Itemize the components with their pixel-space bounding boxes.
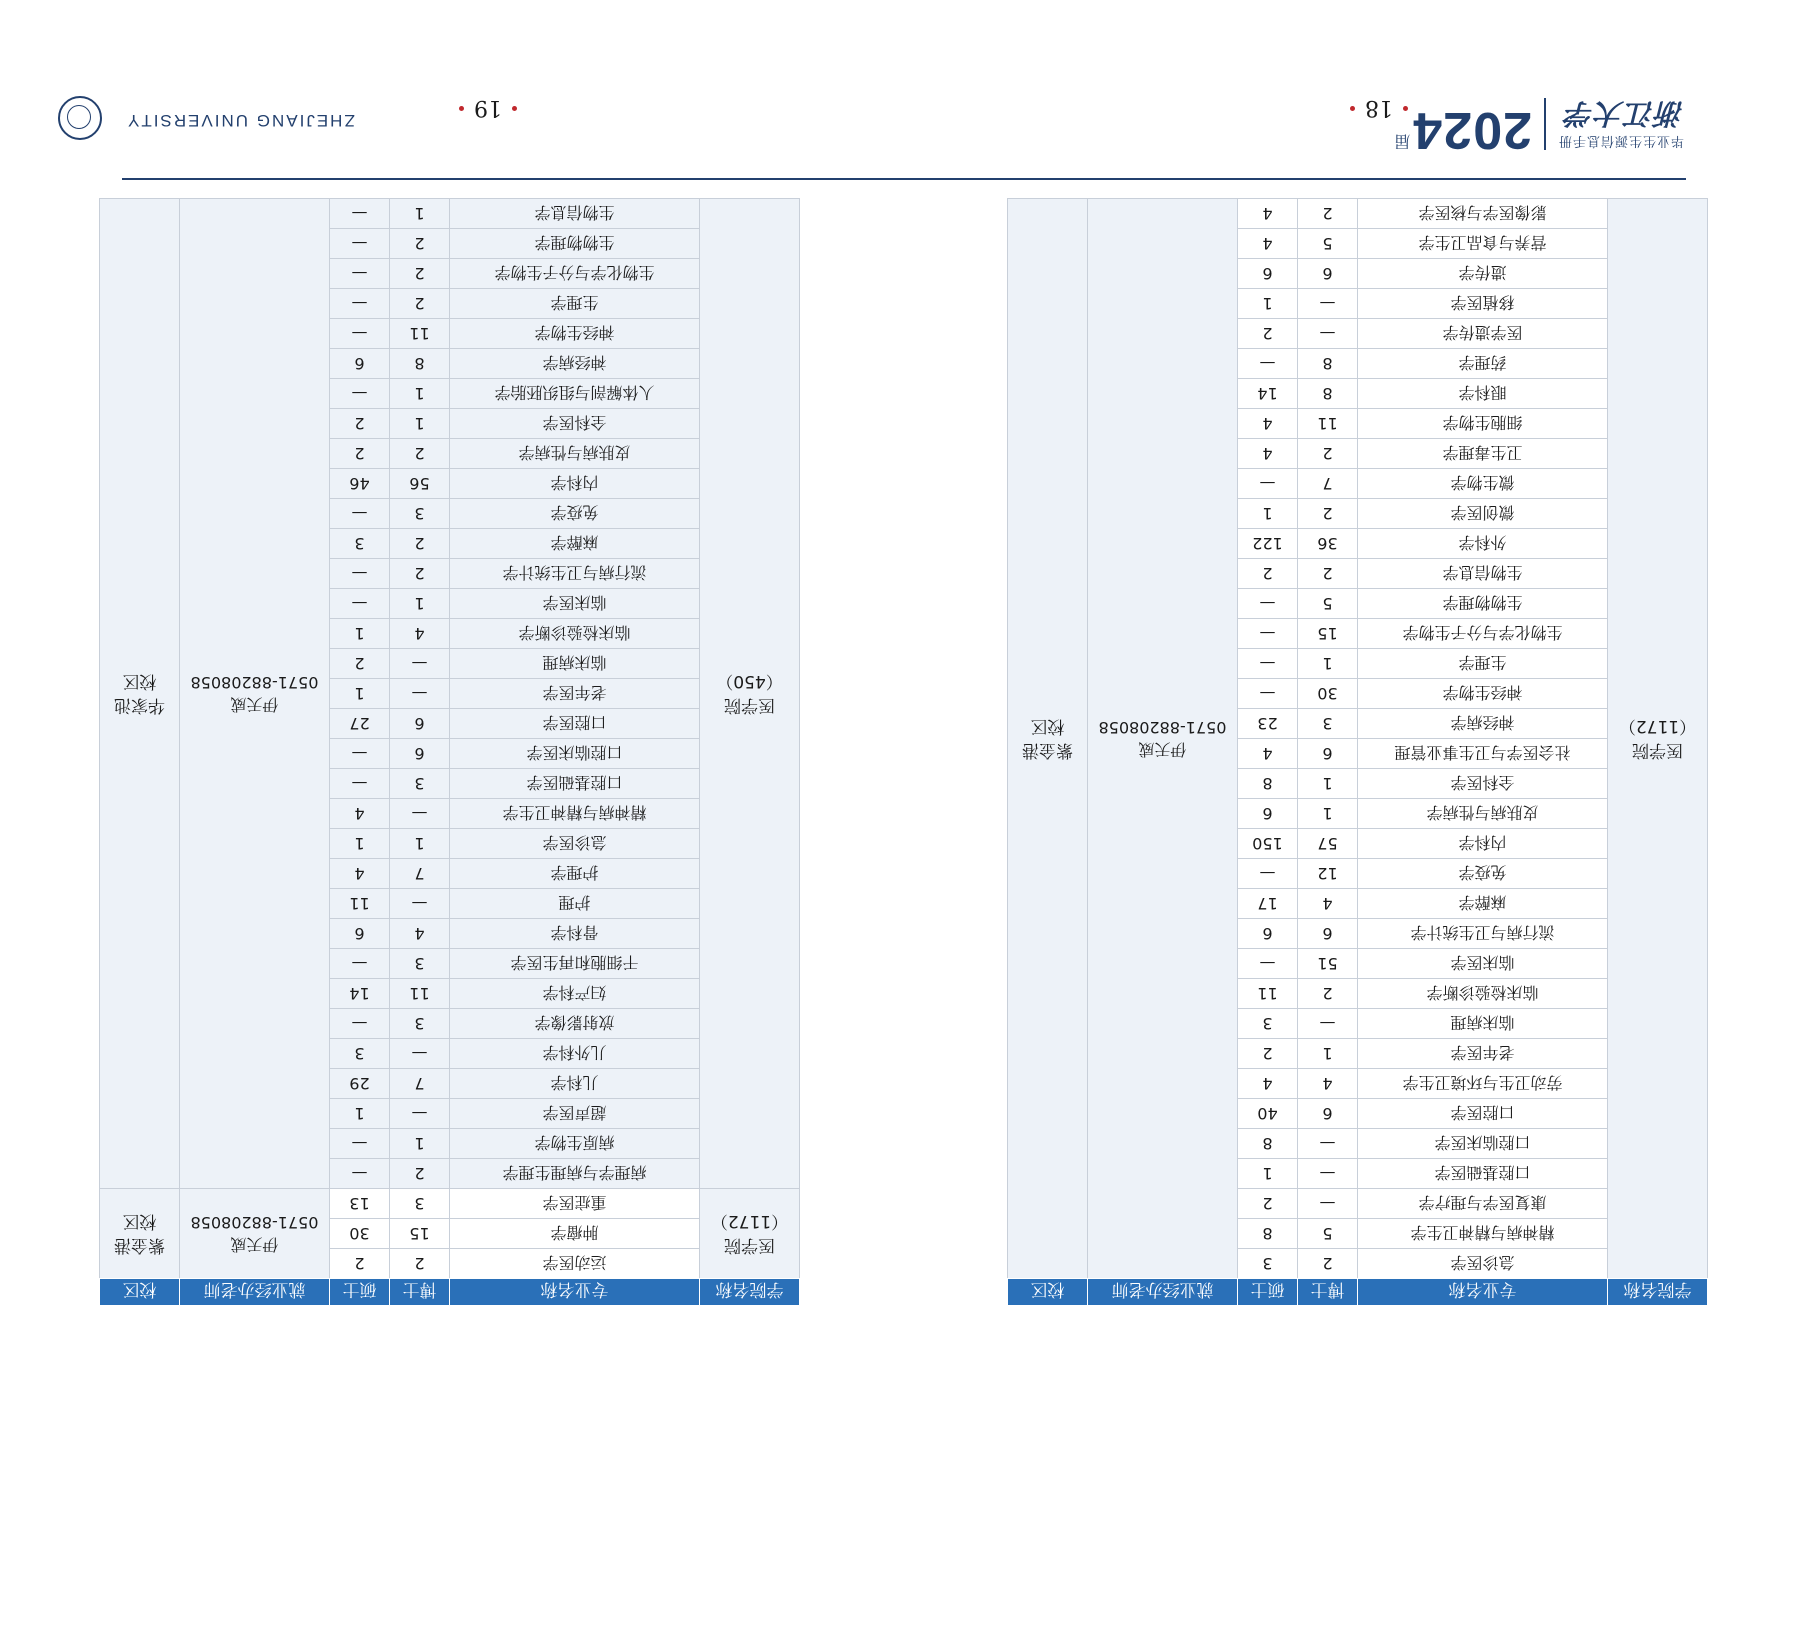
- major-cell: 生物物理学: [450, 229, 700, 259]
- phd-count-cell: —: [1298, 1129, 1358, 1159]
- phd-count-cell: 3: [390, 1009, 450, 1039]
- major-cell: 精神病与精神卫生学: [450, 799, 700, 829]
- phd-count-cell: 4: [390, 919, 450, 949]
- phd-count-cell: 57: [1298, 829, 1358, 859]
- master-count-cell: 1: [1238, 289, 1298, 319]
- major-cell: 人体解剖与组织胚胎学: [450, 379, 700, 409]
- major-cell: 康复医学与理疗学: [1358, 1189, 1608, 1219]
- master-count-cell: —: [330, 379, 390, 409]
- major-cell: 微创医学: [1358, 499, 1608, 529]
- major-cell: 病理学与病理生理学: [450, 1159, 700, 1189]
- phd-count-cell: 2: [1298, 1249, 1358, 1279]
- major-cell: 细胞生物学: [1358, 409, 1608, 439]
- major-cell: 老年医学: [1358, 1039, 1608, 1069]
- phd-count-cell: 2: [390, 559, 450, 589]
- phd-count-cell: 7: [1298, 469, 1358, 499]
- phd-count-cell: 51: [1298, 949, 1358, 979]
- major-cell: 外科学: [1358, 529, 1608, 559]
- major-table-page-19: [99, 198, 800, 1306]
- major-cell: 临床检验诊断学: [1358, 979, 1608, 1009]
- major-cell: 药理学: [1358, 349, 1608, 379]
- header-phd: 博士: [390, 1279, 450, 1306]
- teacher-phone: 0571-88208058: [190, 1213, 319, 1233]
- teacher-cell: [180, 199, 330, 1189]
- phd-count-cell: 1: [390, 589, 450, 619]
- handbook-title: 毕业生生源信息手册: [1557, 133, 1684, 148]
- phd-count-cell: 6: [1298, 919, 1358, 949]
- phd-count-cell: 1: [390, 199, 450, 229]
- university-en-name: ZHEJIANG UNIVERSITY: [126, 111, 355, 130]
- master-count-cell: —: [1238, 349, 1298, 379]
- header-rule: [122, 178, 1686, 180]
- header-major: 专业名称: [1358, 1279, 1608, 1306]
- phd-count-cell: 2: [1298, 199, 1358, 229]
- master-count-cell: 2: [1238, 1039, 1298, 1069]
- master-count-cell: 2: [1238, 559, 1298, 589]
- master-count-cell: —: [330, 589, 390, 619]
- major-cell: 神经病学: [450, 349, 700, 379]
- major-cell: 护理: [450, 889, 700, 919]
- teacher-phone: 0571-88208058: [190, 673, 319, 693]
- campus-cell: [100, 1189, 180, 1279]
- master-count-cell: 29: [330, 1069, 390, 1099]
- master-count-cell: 14: [1238, 379, 1298, 409]
- master-count-cell: 1: [330, 679, 390, 709]
- master-count-cell: 4: [1238, 439, 1298, 469]
- major-cell: 皮肤病与性病学: [450, 439, 700, 469]
- phd-count-cell: 2: [390, 439, 450, 469]
- master-count-cell: 3: [1238, 1009, 1298, 1039]
- phd-count-cell: 1: [1298, 769, 1358, 799]
- major-cell: 社会医学与卫生事业管理: [1358, 739, 1608, 769]
- major-cell: 放射影像学: [450, 1009, 700, 1039]
- campus-suffix: 校区: [1030, 716, 1065, 737]
- master-count-cell: —: [1238, 859, 1298, 889]
- phd-count-cell: 6: [390, 709, 450, 739]
- master-count-cell: 40: [1238, 1099, 1298, 1129]
- master-count-cell: 8: [1238, 1219, 1298, 1249]
- major-cell: 口腔基础医学: [1358, 1159, 1608, 1189]
- major-cell: 医学遗传学: [1358, 319, 1608, 349]
- phd-count-cell: 5: [1298, 589, 1358, 619]
- master-count-cell: 4: [1238, 1069, 1298, 1099]
- phd-count-cell: 1: [1298, 799, 1358, 829]
- master-count-cell: 11: [330, 889, 390, 919]
- college-count: （1172）: [710, 1211, 789, 1232]
- phd-count-cell: 11: [390, 319, 450, 349]
- major-cell: 生物物理学: [1358, 589, 1608, 619]
- major-cell: 神经生物学: [450, 319, 700, 349]
- major-cell: 临床病理: [1358, 1009, 1608, 1039]
- master-count-cell: 6: [330, 919, 390, 949]
- teacher-name: 伊天威: [230, 695, 279, 715]
- header-divider: [1544, 98, 1546, 150]
- phd-count-cell: 2: [390, 229, 450, 259]
- major-cell: 影像医学与核医学: [1358, 199, 1608, 229]
- major-cell: 口腔基础医学: [450, 769, 700, 799]
- major-cell: 免疫学: [450, 499, 700, 529]
- master-count-cell: 2: [1238, 1189, 1298, 1219]
- master-count-cell: 1: [330, 829, 390, 859]
- master-count-cell: 4: [330, 859, 390, 889]
- major-cell: 移植医学: [1358, 289, 1608, 319]
- major-cell: 神经生物学: [1358, 679, 1608, 709]
- university-seal-icon: [58, 96, 102, 140]
- phd-count-cell: 1: [390, 409, 450, 439]
- major-cell: 生物化学与分子生物学: [450, 259, 700, 289]
- phd-count-cell: 4: [1298, 889, 1358, 919]
- phd-count-cell: 3: [390, 1189, 450, 1219]
- major-cell: 神经病学: [1358, 709, 1608, 739]
- master-count-cell: 2: [330, 409, 390, 439]
- major-cell: 老年医学: [450, 679, 700, 709]
- phd-count-cell: 3: [1298, 709, 1358, 739]
- master-count-cell: 4: [1238, 229, 1298, 259]
- major-cell: 运动医学: [450, 1249, 700, 1279]
- major-cell: 劳动卫生与环境卫生学: [1358, 1069, 1608, 1099]
- phd-count-cell: 6: [1298, 1099, 1358, 1129]
- teacher-cell: [1088, 199, 1238, 1279]
- major-cell: 临床医学: [1358, 949, 1608, 979]
- phd-count-cell: 3: [390, 949, 450, 979]
- page-number-right: 19: [449, 95, 527, 120]
- major-cell: 生理学: [1358, 649, 1608, 679]
- master-count-cell: —: [330, 739, 390, 769]
- major-cell: 生理学: [450, 289, 700, 319]
- phd-count-cell: —: [1298, 1159, 1358, 1189]
- master-count-cell: —: [330, 499, 390, 529]
- major-cell: 口腔医学: [450, 709, 700, 739]
- master-count-cell: 4: [1238, 739, 1298, 769]
- year-number: 2024: [1412, 101, 1532, 159]
- master-count-cell: 14: [330, 979, 390, 1009]
- major-cell: 内科学: [450, 469, 700, 499]
- phd-count-cell: 8: [390, 349, 450, 379]
- master-count-cell: 1: [330, 619, 390, 649]
- phd-count-cell: —: [1298, 1189, 1358, 1219]
- table-header-row: [1008, 1279, 1708, 1306]
- major-cell: 临床病理: [450, 649, 700, 679]
- major-cell: 病原生物学: [450, 1129, 700, 1159]
- teacher-name: 伊天威: [230, 1235, 279, 1255]
- master-count-cell: 6: [1238, 259, 1298, 289]
- master-count-cell: 1: [1238, 499, 1298, 529]
- master-count-cell: 1: [330, 1099, 390, 1129]
- campus-cell: [1008, 199, 1088, 1279]
- phd-count-cell: 4: [1298, 1069, 1358, 1099]
- master-count-cell: 2: [330, 649, 390, 679]
- master-count-cell: —: [330, 1009, 390, 1039]
- phd-count-cell: 12: [1298, 859, 1358, 889]
- campus-name: 紫金港: [114, 1235, 165, 1256]
- major-cell: 妇产科学: [450, 979, 700, 1009]
- major-cell: 生物信息学: [1358, 559, 1608, 589]
- major-cell: 超声医学: [450, 1099, 700, 1129]
- phd-count-cell: —: [1298, 289, 1358, 319]
- college-cell: [700, 1189, 800, 1279]
- master-count-cell: —: [330, 1159, 390, 1189]
- major-cell: 骨科学: [450, 919, 700, 949]
- master-count-cell: 122: [1238, 529, 1298, 559]
- phd-count-cell: 11: [1298, 409, 1358, 439]
- phd-count-cell: 6: [390, 739, 450, 769]
- major-cell: 急诊医学: [1358, 1249, 1608, 1279]
- phd-count-cell: —: [390, 799, 450, 829]
- phd-count-cell: 7: [390, 1069, 450, 1099]
- phd-count-cell: 15: [1298, 619, 1358, 649]
- phd-count-cell: 2: [390, 259, 450, 289]
- phd-count-cell: —: [390, 889, 450, 919]
- major-cell: 护理学: [450, 859, 700, 889]
- major-cell: 急诊医学: [450, 829, 700, 859]
- phd-count-cell: 1: [390, 379, 450, 409]
- major-cell: 重症医学: [450, 1189, 700, 1219]
- teacher-phone: 0571-88208058: [1098, 718, 1227, 738]
- phd-count-cell: —: [390, 679, 450, 709]
- phd-count-cell: 2: [390, 289, 450, 319]
- phd-count-cell: 8: [1298, 379, 1358, 409]
- phd-count-cell: 2: [390, 1159, 450, 1189]
- major-cell: 临床检验诊断学: [450, 619, 700, 649]
- master-count-cell: —: [1238, 469, 1298, 499]
- phd-count-cell: 1: [1298, 1039, 1358, 1069]
- phd-count-cell: 6: [1298, 259, 1358, 289]
- master-count-cell: —: [330, 199, 390, 229]
- major-cell: 麻醉学: [1358, 889, 1608, 919]
- phd-count-cell: 30: [1298, 679, 1358, 709]
- master-count-cell: —: [330, 769, 390, 799]
- header-master: 硕士: [330, 1279, 390, 1306]
- master-count-cell: 23: [1238, 709, 1298, 739]
- college-cell: [700, 199, 800, 1189]
- phd-count-cell: 5: [1298, 229, 1358, 259]
- major-cell: 流行病与卫生统计学: [450, 559, 700, 589]
- master-count-cell: —: [330, 259, 390, 289]
- major-cell: 卫生毒理学: [1358, 439, 1608, 469]
- major-cell: 全科医学: [1358, 769, 1608, 799]
- phd-count-cell: 1: [390, 1129, 450, 1159]
- phd-count-cell: 2: [1298, 499, 1358, 529]
- header-teacher: 就业经办老师: [1088, 1279, 1238, 1306]
- page-number-left: 18: [1340, 95, 1418, 120]
- teacher-cell: [180, 1189, 330, 1279]
- major-cell: 口腔临床医学: [450, 739, 700, 769]
- master-count-cell: 1: [1238, 1159, 1298, 1189]
- phd-count-cell: —: [390, 649, 450, 679]
- master-count-cell: 2: [330, 1249, 390, 1279]
- master-count-cell: —: [330, 229, 390, 259]
- major-cell: 儿科学: [450, 1069, 700, 1099]
- major-cell: 儿外科学: [450, 1039, 700, 1069]
- master-count-cell: 2: [330, 439, 390, 469]
- header-college: 学院名称: [700, 1279, 800, 1306]
- phd-count-cell: 6: [1298, 739, 1358, 769]
- major-cell: 全科医学: [450, 409, 700, 439]
- phd-count-cell: 7: [390, 859, 450, 889]
- master-count-cell: 6: [1238, 799, 1298, 829]
- table-row: [100, 1249, 800, 1279]
- major-cell: 口腔医学: [1358, 1099, 1608, 1129]
- master-count-cell: 11: [1238, 979, 1298, 1009]
- major-cell: 遗传学: [1358, 259, 1608, 289]
- phd-count-cell: 15: [390, 1219, 450, 1249]
- header-phd: 博士: [1298, 1279, 1358, 1306]
- campus-cell: [100, 199, 180, 1189]
- master-count-cell: 2: [1238, 319, 1298, 349]
- header-teacher: 就业经办老师: [180, 1279, 330, 1306]
- master-count-cell: 3: [1238, 1249, 1298, 1279]
- table-header-row: [100, 1279, 800, 1306]
- master-count-cell: 6: [1238, 919, 1298, 949]
- major-cell: 麻醉学: [450, 529, 700, 559]
- college-name: 医学院: [724, 1235, 775, 1256]
- master-count-cell: 150: [1238, 829, 1298, 859]
- campus-name: 紫金港: [1022, 740, 1073, 761]
- teacher-name: 伊天威: [1138, 740, 1187, 760]
- major-cell: 临床医学: [450, 589, 700, 619]
- master-count-cell: 6: [330, 349, 390, 379]
- master-count-cell: 17: [1238, 889, 1298, 919]
- master-count-cell: —: [1238, 649, 1298, 679]
- phd-count-cell: 4: [390, 619, 450, 649]
- master-count-cell: —: [330, 319, 390, 349]
- master-count-cell: 27: [330, 709, 390, 739]
- master-count-cell: —: [1238, 949, 1298, 979]
- phd-count-cell: 1: [1298, 649, 1358, 679]
- phd-count-cell: 5: [1298, 1219, 1358, 1249]
- header-major: 专业名称: [450, 1279, 700, 1306]
- master-count-cell: —: [330, 949, 390, 979]
- phd-count-cell: 3: [390, 769, 450, 799]
- major-cell: 肿瘤学: [450, 1219, 700, 1249]
- campus-suffix: 校区: [122, 671, 157, 692]
- college-count: （1172）: [1618, 716, 1697, 737]
- header-campus: 校区: [1008, 1279, 1088, 1306]
- major-cell: 免疫学: [1358, 859, 1608, 889]
- master-count-cell: 30: [330, 1219, 390, 1249]
- phd-count-cell: 11: [390, 979, 450, 1009]
- phd-count-cell: —: [390, 1099, 450, 1129]
- phd-count-cell: 1: [390, 829, 450, 859]
- phd-count-cell: 3: [390, 499, 450, 529]
- master-count-cell: 46: [330, 469, 390, 499]
- phd-count-cell: 2: [390, 1249, 450, 1279]
- master-count-cell: —: [1238, 679, 1298, 709]
- year-suffix: 届: [1393, 132, 1411, 149]
- college-count: （450）: [716, 671, 783, 692]
- phd-count-cell: 2: [1298, 979, 1358, 1009]
- master-count-cell: 3: [330, 1039, 390, 1069]
- major-cell: 干细胞和再生医学: [450, 949, 700, 979]
- master-count-cell: —: [1238, 589, 1298, 619]
- major-cell: 流行病与卫生统计学: [1358, 919, 1608, 949]
- major-cell: 精神病与精神卫生学: [1358, 1219, 1608, 1249]
- major-cell: 生物信息学: [450, 199, 700, 229]
- master-count-cell: 13: [330, 1189, 390, 1219]
- major-cell: 生物化学与分子生物学: [1358, 619, 1608, 649]
- table-row: [1008, 1249, 1708, 1279]
- college-cell: [1608, 199, 1708, 1279]
- master-count-cell: 4: [1238, 409, 1298, 439]
- header-master: 硕士: [1238, 1279, 1298, 1306]
- college-name: 医学院: [1632, 740, 1683, 761]
- phd-count-cell: 8: [1298, 349, 1358, 379]
- master-count-cell: —: [330, 289, 390, 319]
- header-college: 学院名称: [1608, 1279, 1708, 1306]
- header-campus: 校区: [100, 1279, 180, 1306]
- master-count-cell: —: [330, 1129, 390, 1159]
- master-count-cell: 4: [1238, 199, 1298, 229]
- phd-count-cell: —: [1298, 319, 1358, 349]
- major-cell: 口腔临床医学: [1358, 1129, 1608, 1159]
- major-table-page-18: [1007, 198, 1708, 1306]
- master-count-cell: —: [1238, 619, 1298, 649]
- phd-count-cell: —: [390, 1039, 450, 1069]
- campus-suffix: 校区: [122, 1211, 157, 1232]
- master-count-cell: 4: [330, 799, 390, 829]
- major-cell: 微生物学: [1358, 469, 1608, 499]
- campus-name: 华家池: [114, 695, 165, 716]
- major-cell: 营养与食品卫生学: [1358, 229, 1608, 259]
- college-name: 医学院: [724, 695, 775, 716]
- university-logo: 浙江大学: [1563, 97, 1684, 130]
- phd-count-cell: —: [1298, 1009, 1358, 1039]
- phd-count-cell: 56: [390, 469, 450, 499]
- major-cell: 眼科学: [1358, 379, 1608, 409]
- major-cell: 皮肤病与性病学: [1358, 799, 1608, 829]
- master-count-cell: —: [330, 559, 390, 589]
- master-count-cell: 8: [1238, 1129, 1298, 1159]
- major-cell: 内科学: [1358, 829, 1608, 859]
- table-row: [100, 1159, 800, 1189]
- phd-count-cell: 36: [1298, 529, 1358, 559]
- phd-count-cell: 2: [390, 529, 450, 559]
- phd-count-cell: 2: [1298, 439, 1358, 469]
- phd-count-cell: 2: [1298, 559, 1358, 589]
- master-count-cell: 3: [330, 529, 390, 559]
- master-count-cell: 8: [1238, 769, 1298, 799]
